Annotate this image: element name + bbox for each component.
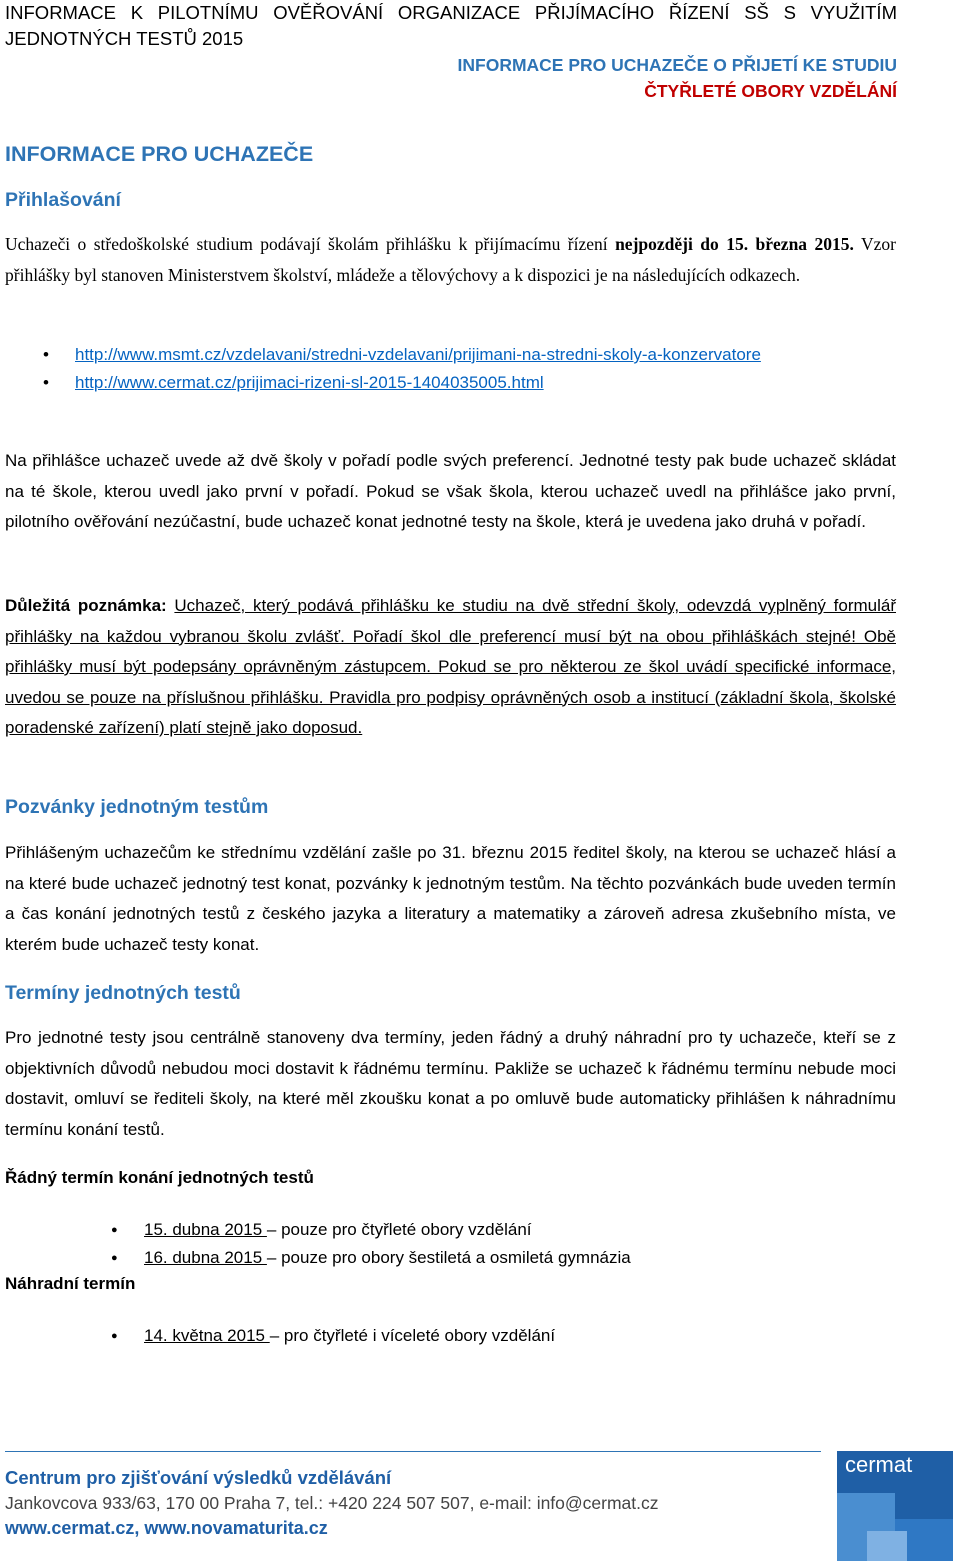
paragraph-pozvanky: Přihlášeným uchazečům ke střednímu vzdělání zašle po 31. březnu 2015 ředitel školy, na kterou se uchazeč hlásí a na které bude uchazeč jednotný test konat, pozvánky k jednotným testům. Na těchto pozvánkách bude uveden termín a čas konání jednotných testů z českého jazyka a literatury a matematiky a zároveň adresa zkušebního místa, ve kterém bude uchazeč testy konat.: [5, 843, 896, 954]
important-note: [5, 591, 896, 744]
paragraph-prihlasovani-1: [5, 229, 896, 290]
header-right: [458, 52, 897, 104]
note-text: Uchazeč, který podává přihlášku ke studiu na dvě střední školy, odevzdá vyplněný formulář přihlášky na každou vybranou školu zvlášť. Pořadí škol dle preferencí musí být na obou přihláškách stejné! Obě přihlášky musí být podepsány oprávněným zástupcem. Pokud se pro některou ze škol uvádí specifické informace, uvedou se pouze na příslušnou přihlášku. Pravidla pro podpisy oprávněných osob a institucí (základní škola, školské poradenské zařízení) platí stejně jako doposud.: [5, 596, 896, 737]
header-line-1: INFORMACE K PILOTNÍMU OVĚŘOVÁNÍ ORGANIZACE PŘIJÍMACÍHO ŘÍZENÍ SŠ S VYUŽITÍM: [5, 2, 897, 23]
regular-term-heading: Řádný termín konání jednotných testů: [5, 1168, 314, 1187]
term-date: 15. dubna 2015: [144, 1220, 267, 1239]
paragraph-terminy: Pro jednotné testy jsou centrálně stanoveny dva termíny, jeden řádný a druhý náhradní pro ty uchazeče, kteří se z objektivních důvodů nebudou moci dostavit k řádnému termínu. Pakliže se uchazeč k řádnému termínu nebude moci dostavit, omluví se řediteli školy, na které měl zkoušku konat a po omluvě bude automaticky přihlášen k náhradnímu termínu konání testů.: [5, 1028, 896, 1139]
footer-divider: [5, 1451, 821, 1452]
term-date: 16. dubna 2015: [144, 1248, 267, 1267]
list-item: [5, 372, 896, 394]
term-date: 14. května 2015: [144, 1326, 270, 1345]
footer-organization: Centrum pro zjišťování výsledků vzdělávání: [5, 1467, 392, 1488]
note-label: Důležitá poznámka:: [5, 596, 167, 615]
list-item: [5, 1322, 896, 1350]
deadline-text: nejpozději do 15. března 2015.: [615, 234, 854, 254]
logo-text: cermat: [845, 1452, 913, 1477]
link-list: [5, 344, 896, 400]
list-item: [5, 1244, 896, 1272]
term-desc: – pouze pro čtyřleté obory vzdělání: [266, 1220, 532, 1239]
paragraph-prihlasovani-2: Na přihlášce uchazeč uvede až dvě školy v pořadí podle svých preferencí. Jednotné testy pak bude uchazeč skládat na té škole, kterou uvedl jako první v pořadí. Pokud se však škola, kterou uchazeč uvedl na přihlášce jako první, pilotního ověřování nezúčastní, bude uchazeč konat jednotné testy na škole, která je uvedena jako druhá v pořadí.: [5, 451, 896, 531]
page-title: INFORMACE PRO UCHAZEČE: [5, 142, 314, 166]
footer-address: Jankovcova 933/63, 170 00 Praha 7, tel.: +420 224 507 507, e-mail: info@cermat.cz: [5, 1493, 659, 1513]
list-item: [5, 1216, 896, 1244]
section-heading-prihlasovani: Přihlašování: [5, 189, 121, 211]
cermat-logo: [837, 1451, 953, 1561]
text-segment: Uchazeči o středoškolské studium podávají školám přihlášku k přijímacímu řízení: [5, 234, 616, 254]
list-item: [5, 344, 896, 366]
backup-term-list: [5, 1322, 896, 1350]
regular-term-list: [5, 1216, 896, 1272]
section-heading-pozvanky: Pozvánky jednotným testům: [5, 796, 269, 818]
footer-websites[interactable]: www.cermat.cz, www.novamaturita.cz: [5, 1518, 328, 1538]
msmt-link[interactable]: http://www.msmt.cz/vzdelavani/stredni-vzdelavani/prijimani-na-stredni-skoly-a-konzervatore: [75, 345, 761, 364]
section-heading-terminy: Termíny jednotných testů: [5, 982, 241, 1004]
text-segment: Vzor přihlášky byl stanoven Ministerstvem školství, mládeže a tělovýchovy a k dispozici je na následujících odkazech.: [5, 234, 897, 285]
backup-term-heading: Náhradní termín: [5, 1274, 136, 1293]
term-desc: – pouze pro obory šestiletá a osmiletá gymnázia: [266, 1248, 631, 1267]
header-line-2: JEDNOTNÝCH TESTŮ 2015: [5, 28, 244, 49]
term-desc: – pro čtyřleté i víceleté obory vzdělání: [269, 1326, 556, 1345]
cermat-link[interactable]: http://www.cermat.cz/prijimaci-rizeni-sl-2015-1404035005.html: [75, 373, 544, 392]
logo-shape: [867, 1531, 907, 1561]
header-right-2: ČTYŘLETÉ OBORY VZDĚLÁNÍ: [644, 81, 897, 101]
header-right-1: INFORMACE PRO UCHAZEČE O PŘIJETÍ KE STUDIU: [457, 55, 897, 75]
